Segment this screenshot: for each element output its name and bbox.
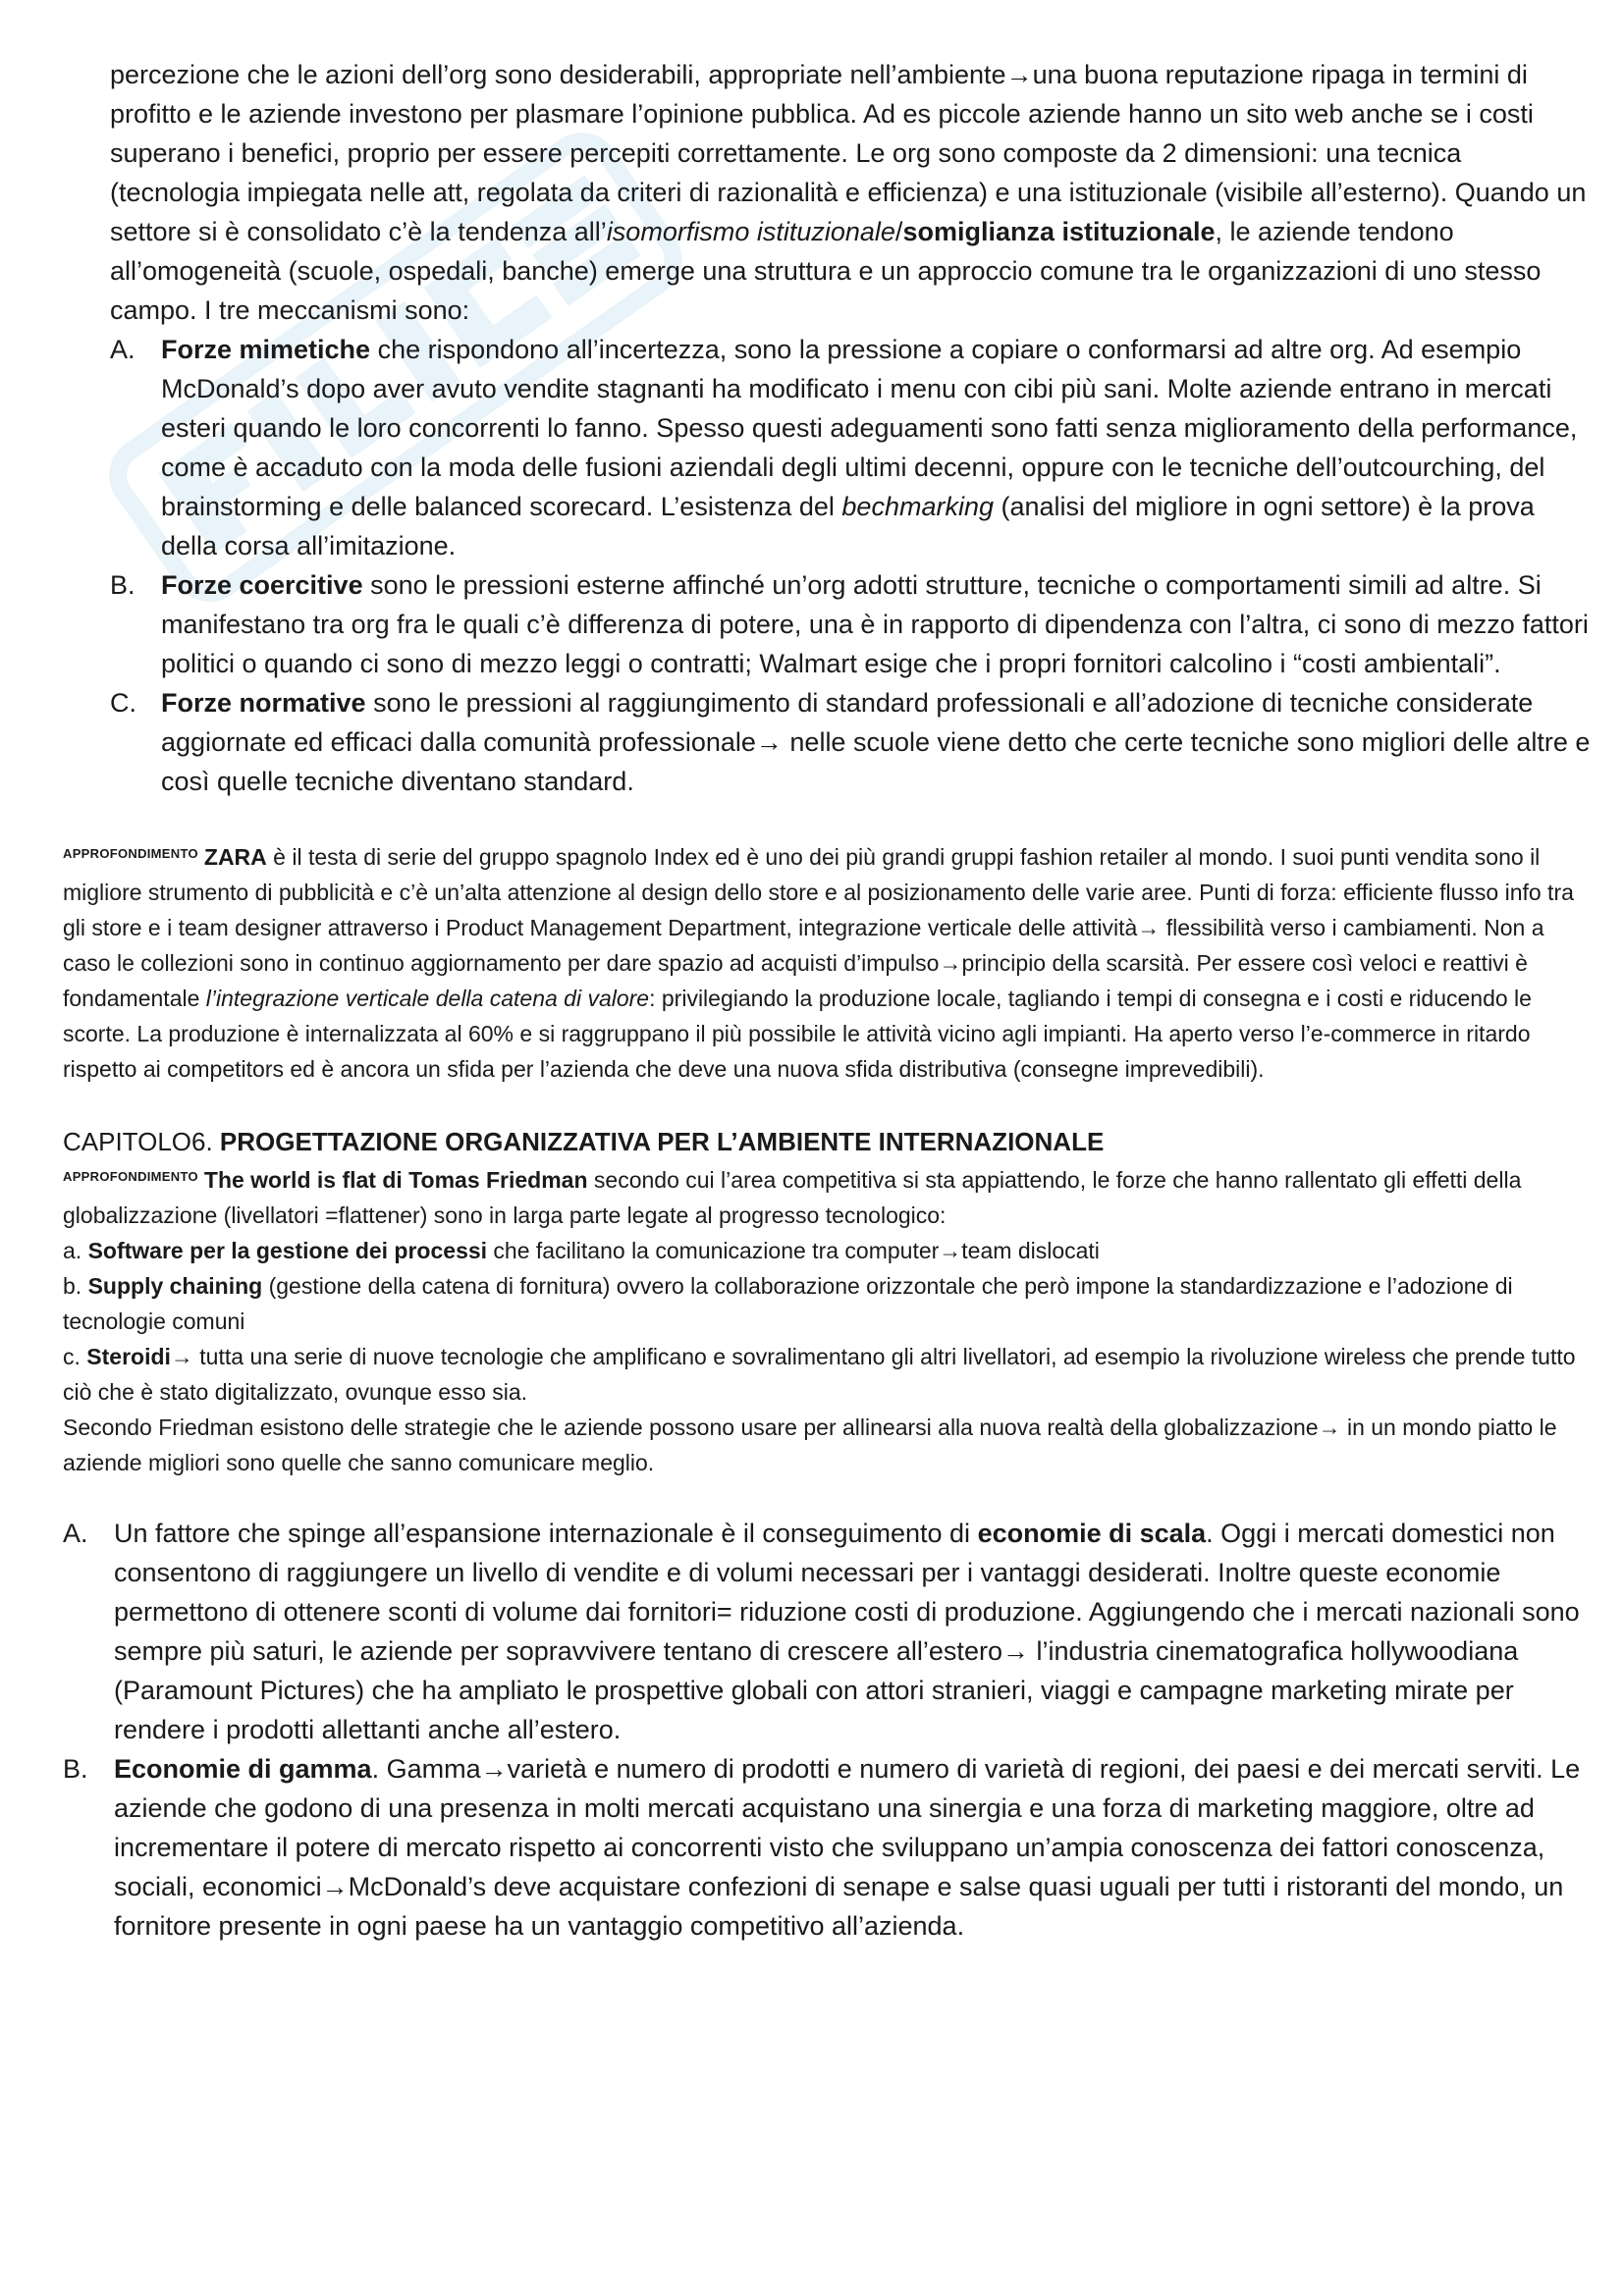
forze-mimetiche-term: Forze mimetiche bbox=[161, 335, 371, 364]
arrow-icon: → bbox=[1318, 1415, 1341, 1440]
forze-mimetiche-text: che rispondono all’incertezza, sono la pressione a copiare o conformarsi ad altre org. Ad esempio McDonald’s dopo aver avuto vendite stagnanti ha modificato i menu con cibi più sani. Molte aziende entrano in mercati esteri quando le loro concorrenti lo fanno. Spesso questi adeguamenti sono fatti senza miglioramento della performance, come è accaduto con la moda delle fusioni aziendali degli ultimi decenni, oppure con le tecniche dell’outcourching, del brainstorming e delle balanced scorecard. L’esistenza del bbox=[161, 335, 1578, 521]
friedman-a-text: che facilitano la comunicazione tra computer bbox=[487, 1238, 940, 1263]
list-item-forze-coercitive bbox=[110, 565, 1593, 683]
friedman-text: secondo cui l’area competitiva si sta appiattendo, le forze che hanno rallentato gli effetti della globalizzazione (livellatori =flattener) sono in larga parte legate al progresso tecnologico: bbox=[63, 1167, 1522, 1228]
friedman-item-a bbox=[63, 1233, 1595, 1268]
note-tag: APPROFONDIMENTO bbox=[63, 846, 198, 861]
list-marker: A. bbox=[110, 335, 135, 364]
arrow-icon: → bbox=[321, 1872, 349, 1901]
intro-slash: / bbox=[894, 217, 903, 246]
forze-mimetiche-text-2: (analisi del migliore in ogni settore) è la prova della corsa all’imitazione. bbox=[161, 492, 1535, 561]
friedman-item-c bbox=[63, 1339, 1595, 1410]
note-tag: APPROFONDIMENTO bbox=[63, 1169, 198, 1184]
friedman-b-text: (gestione della catena di fornitura) ovvero la collaborazione orizzontale che però impone la standardizzazione e l’adozione di tecnologie comuni bbox=[63, 1273, 1513, 1334]
arrow-icon: → bbox=[480, 1754, 508, 1784]
intro-text-2: una buona reputazione ripaga in termini di profitto e le aziende investono per plasmare l’opinione pubblica. Ad es piccole aziende hanno un sito web anche se i costi superano i benefici, proprio per essere percepiti correttamente. Le org sono composte da 2 dimensioni: una tecnica (tecnologia impiegata nelle att, regolata da criteri di razionalità e efficienza) e una istituzionale (visibile all’esterno). Quando un settore si è consolidato c’è la tendenza all’ bbox=[110, 60, 1587, 246]
friedman-close-text-2: in un mondo piatto le aziende migliori sono quelle che sanno comunicare meglio. bbox=[63, 1415, 1557, 1475]
somiglianza-term: somiglianza istituzionale bbox=[902, 217, 1216, 246]
benchmarking-term: bechmarking bbox=[841, 492, 994, 521]
list-item-forze-mimetiche bbox=[110, 330, 1593, 565]
zara-text-1: è il testa di serie del gruppo spagnolo Index ed è uno dei più grandi gruppi fashion retailer al mondo. I suoi punti vendita sono il migliore strumento di pubblicità e c’è un’alta attenzione al design dello store e al posizionamento delle varie aree. Punti di forza: efficiente flusso info tra gli store e i team designer attraverso i Product Management Department, integrazione verticale delle attività bbox=[63, 844, 1574, 940]
list-marker: B. bbox=[110, 570, 135, 600]
chapter-heading bbox=[63, 1124, 1593, 1159]
economie-scala-text: . Oggi i mercati domestici non consentono di raggiungere un livello di vendite e di volumi necessari per i vantaggi desiderati. Inoltre queste economie permettono di ottenere sconti di volume dai fornitori= riduzione costi di produzione. Aggiungendo che i mercati nazionali sono sempre più saturi, le aziende per sopravvivere tentano di crescere all’estero bbox=[114, 1519, 1580, 1666]
list-marker: B. bbox=[63, 1754, 88, 1784]
intro-paragraph bbox=[110, 55, 1593, 330]
friedman-b-term: Supply chaining bbox=[87, 1273, 263, 1299]
zara-title: ZARA bbox=[203, 844, 267, 870]
chapter-prefix: CAPITOLO6. bbox=[63, 1127, 220, 1156]
friedman-item-b bbox=[63, 1268, 1595, 1339]
forze-normative-text: sono le pressioni al raggiungimento di standard professionali e all’adozione di tecniche considerate aggiornate ed efficaci dalla comunità professionale bbox=[161, 688, 1534, 757]
intro-text-1: percezione che le azioni dell’org sono desiderabili, appropriate nell’ambiente bbox=[110, 60, 1006, 89]
economie-scala-lead: Un fattore che spinge all’espansione internazionale è il conseguimento di bbox=[114, 1519, 978, 1548]
economie-scala-text-2: l’industria cinematografica hollywoodiana (Paramount Pictures) che ha ampliato le prospettive globali con attori stranieri, viaggi e campagne marketing mirate per rendere i prodotti allettanti anche all’estero. bbox=[114, 1636, 1519, 1744]
zara-text-2: flessibilità verso i cambiamenti. Non a caso le collezioni sono in continuo aggiornamento per dare spazio ad acquisti d’impulso bbox=[63, 915, 1544, 976]
document-page bbox=[63, 55, 1593, 1946]
friedman-a-text-2: team dislocati bbox=[961, 1238, 1100, 1263]
economie-gamma-term: Economie di gamma bbox=[114, 1754, 372, 1784]
zara-text-4: : privilegiando la produzione locale, tagliando i tempi di consegna e i costi e riducendo le scorte. La produzione è internalizzata al 60% e si raggruppano il più possibile le attività vicino agli impianti. Ha aperto verso l’e-commerce in ritardo rispetto ai competitors ed è ancora un sfida per l’azienda che deve una nuova sfida distributiva (consegne imprevedibili). bbox=[63, 986, 1532, 1082]
item-prefix: b. bbox=[63, 1273, 88, 1299]
friedman-a-term: Software per la gestione dei processi bbox=[87, 1238, 488, 1263]
friedman-note bbox=[63, 1159, 1595, 1480]
friedman-conclusion bbox=[63, 1410, 1595, 1480]
zara-text-3: principio della scarsità. Per essere così veloci e reattivi è fondamentale bbox=[63, 950, 1528, 1011]
arrow-icon: → bbox=[1005, 60, 1033, 89]
chapter-title: PROGETTAZIONE ORGANIZZATIVA PER L’AMBIENTE INTERNAZIONALE bbox=[219, 1127, 1105, 1156]
list-item-economie-gamma bbox=[63, 1749, 1595, 1946]
list-marker: C. bbox=[110, 688, 136, 718]
list-item-economie-scala bbox=[63, 1514, 1595, 1749]
arrow-icon: → bbox=[939, 1238, 962, 1263]
arrow-icon: → bbox=[939, 950, 962, 976]
forze-coercitive-term: Forze coercitive bbox=[161, 570, 363, 600]
friedman-c-text: tutta una serie di nuove tecnologie che amplificano e sovralimentano gli altri livellatori, ad esempio la rivoluzione wireless che prende tutto ciò che è stato digitalizzato, ovunque esso sia. bbox=[63, 1344, 1576, 1405]
isomorfismo-term: isomorfismo istituzionale bbox=[606, 217, 895, 246]
forze-normative-text-2: nelle scuole viene detto che certe tecniche sono migliori delle altre e così quelle tecniche diventano standard. bbox=[161, 727, 1591, 796]
economie-gamma-text-3: McDonald’s deve acquistare confezioni di senape e salse quasi uguali per tutti i ristoranti del mondo, un fornitore presente in ogni paese ha un vantaggio competitivo all’azienda. bbox=[114, 1872, 1564, 1941]
arrow-icon: → bbox=[1137, 915, 1161, 940]
zara-italic-term: l’integrazione verticale della catena di valore bbox=[205, 986, 650, 1011]
friedman-intro bbox=[63, 1159, 1595, 1233]
intro-text-3: , le aziende tendono all’omogeneità (scuole, ospedali, banche) emerge una struttura e un approccio comune tra le organizzazioni di uno stesso campo. I tre meccanismi sono: bbox=[110, 217, 1542, 325]
economie-gamma-text-2: varietà e numero di prodotti e numero di varietà di regioni, dei paesi e dei mercati serviti. Le aziende che godono di una presenza in molti mercati acquistano una sinergia e una forza di marketing maggiore, oltre ad incrementare il potere di mercato rispetto ai concorrenti visto che sviluppano un’ampia conoscenza dei fattori conoscenza, sociali, economici bbox=[114, 1754, 1581, 1901]
friedman-c-term: Steroidi bbox=[86, 1344, 171, 1369]
list-item-forze-normative bbox=[110, 683, 1593, 801]
forze-coercitive-text: sono le pressioni esterne affinché un’org adotti strutture, tecniche o comportamenti simili ad altre. Si manifestano tra org fra le quali c’è differenza di potere, una è in rapporto di dipendenza con l’altra, ci sono di mezzo fattori politici o quando ci sono di mezzo leggi o contratti; Walmart esige che i propri fornitori calcolino i “costi ambientali”. bbox=[161, 570, 1589, 678]
arrow-icon: → bbox=[755, 727, 783, 757]
economie-scala-term: economie di scala bbox=[977, 1519, 1207, 1548]
economie-gamma-text: . Gamma bbox=[371, 1754, 481, 1784]
item-prefix: c. bbox=[63, 1344, 87, 1369]
forze-normative-term: Forze normative bbox=[161, 688, 366, 718]
item-prefix: a. bbox=[63, 1238, 88, 1263]
friedman-title: The world is flat di Tomas Friedman bbox=[203, 1167, 588, 1193]
arrow-icon: → bbox=[1001, 1636, 1029, 1666]
drivers-list bbox=[63, 1514, 1595, 1946]
friedman-close-text: Secondo Friedman esistono delle strategie che le aziende possono usare per allinearsi alla nuova realtà della globalizzazione bbox=[63, 1415, 1319, 1440]
zara-note bbox=[63, 836, 1595, 1087]
arrow-icon: → bbox=[170, 1344, 193, 1369]
list-marker: A. bbox=[63, 1519, 88, 1548]
forces-list bbox=[110, 330, 1593, 801]
